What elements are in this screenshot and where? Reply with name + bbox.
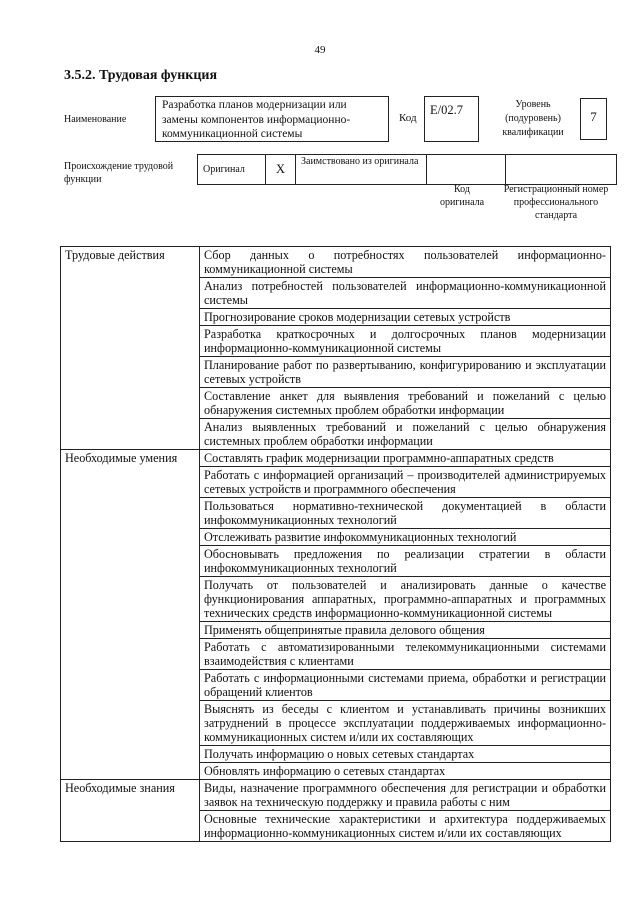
table-row xyxy=(61,247,611,278)
table-row xyxy=(61,780,611,811)
requirements-table xyxy=(60,246,611,842)
requirement-item: Работать с автоматизированными телекоммуникационными системами взаимодействия с клиентами xyxy=(200,639,611,670)
borrowed-label: Заимствовано из оригинала xyxy=(296,155,427,185)
requirement-item: Применять общепринятые правила делового общения xyxy=(200,622,611,639)
requirement-item: Основные технические характеристики и архитектура поддерживаемых информационно-коммуникационных систем и/или их составляющих xyxy=(200,811,611,842)
requirement-item: Сбор данных о потребностях пользователей информационно-коммуникационной системы xyxy=(200,247,611,278)
original-code-cell xyxy=(427,155,506,185)
requirement-item: Пользоваться нормативно-технической документацией в области инфокоммуникационных технологий xyxy=(200,498,611,529)
origin-label: Происхождение трудовой функции xyxy=(64,161,174,185)
level-value: 7 xyxy=(580,98,607,140)
code-label: Код xyxy=(399,112,417,124)
original-label: Оригинал xyxy=(198,155,266,185)
origin-table xyxy=(197,154,617,185)
requirement-item: Отслеживать развитие инфокоммуникационных технологий xyxy=(200,529,611,546)
requirement-item: Составление анкет для выявления требований и пожеланий с целью обнаружения системных проблем обработки информации xyxy=(200,388,611,419)
category-work-actions: Трудовые действия xyxy=(61,247,200,450)
requirement-item: Прогнозирование сроков модернизации сетевых устройств xyxy=(200,309,611,326)
requirement-item: Работать с информационными системами приема, обработки и регистрации обращений клиентов xyxy=(200,670,611,701)
requirement-item: Получать от пользователей и анализировать данные о качестве функционирования аппаратных, программно-аппаратных и программных технических средств информационно-коммуникационной системы xyxy=(200,577,611,622)
original-mark: X xyxy=(266,155,296,185)
requirement-item: Виды, назначение программного обеспечения для регистрации и обработки заявок на техническую поддержку и правила работы с ним xyxy=(200,780,611,811)
level-label: Уровень (подуровень) квалификации xyxy=(502,99,564,138)
requirement-item: Планирование работ по развертыванию, конфигурированию и эксплуатации сетевых устройств xyxy=(200,357,611,388)
section-title: 3.5.2. Трудовая функция xyxy=(64,68,218,83)
requirement-item: Анализ потребностей пользователей информационно-коммуникационной системы xyxy=(200,278,611,309)
requirement-item: Разработка краткосрочных и долгосрочных планов модернизации информационно-коммуникационной системы xyxy=(200,326,611,357)
requirement-item: Анализ выявленных требований и пожеланий с целью обнаружения системных проблем обработки информации xyxy=(200,419,611,450)
function-name-value: Разработка планов модернизации или замены компонентов информационно-коммуникационной системы xyxy=(155,96,389,142)
registration-number-caption: Регистрационный номер профессионального стандарта xyxy=(503,184,609,221)
category-required-skills: Необходимые умения xyxy=(61,450,200,780)
requirement-item: Получать информацию о новых сетевых стандартах xyxy=(200,746,611,763)
requirement-item: Обновлять информацию о сетевых стандартах xyxy=(200,763,611,780)
requirement-item: Выяснять из беседы с клиентом и устанавливать причины возникших затруднений в процессе эксплуатации поддерживаемых информационно-коммуникационных систем и/или их составляющих xyxy=(200,701,611,746)
requirement-item: Работать с информацией организаций – производителей администрируемых сетевых устройств и программного обеспечения xyxy=(200,467,611,498)
registration-number-cell xyxy=(506,155,617,185)
original-code-caption: Код оригинала xyxy=(439,184,485,208)
page-number: 49 xyxy=(314,44,326,56)
requirement-item: Составлять график модернизации программно-аппаратных средств xyxy=(200,450,611,467)
table-row xyxy=(61,450,611,467)
category-required-knowledge: Необходимые знания xyxy=(61,780,200,842)
code-value: E/02.7 xyxy=(424,96,479,142)
name-label: Наименование xyxy=(64,114,127,125)
requirement-item: Обосновывать предложения по реализации стратегии в области инфокоммуникационных технологий xyxy=(200,546,611,577)
